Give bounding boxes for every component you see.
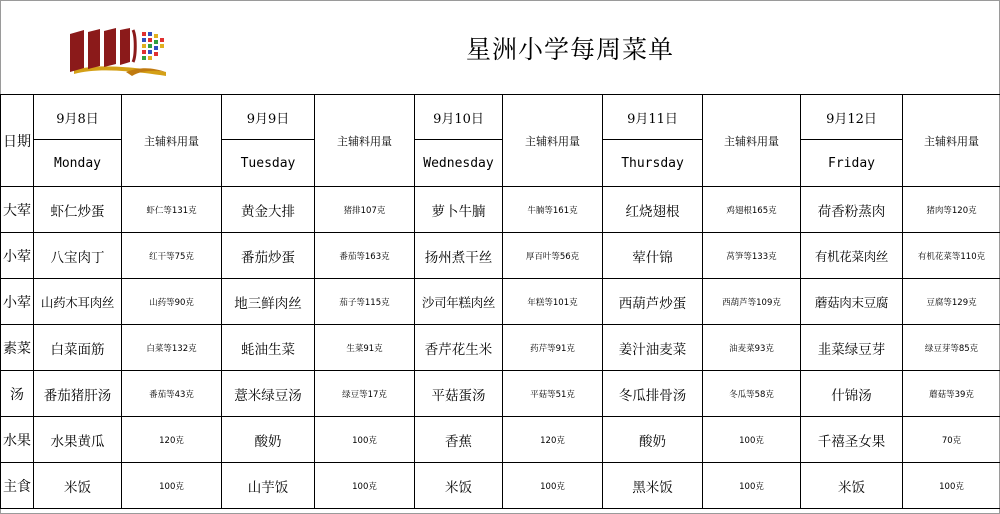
qty-header: 主辅料用量 bbox=[315, 95, 415, 187]
menu-row bbox=[1, 187, 1000, 233]
menu-row bbox=[1, 279, 1000, 325]
dish-name: 薏米绿豆汤 bbox=[222, 371, 315, 417]
day-weekday: Monday bbox=[34, 140, 122, 187]
day-weekday: Friday bbox=[801, 140, 903, 187]
category-label: 小荤 bbox=[1, 279, 34, 325]
category-label: 主食 bbox=[1, 463, 34, 509]
ingredient-quantity: 油麦菜93克 bbox=[703, 325, 801, 371]
dish-name: 蚝油生菜 bbox=[222, 325, 315, 371]
dish-name: 山药木耳肉丝 bbox=[34, 279, 122, 325]
dish-name: 米饭 bbox=[415, 463, 503, 509]
day-date: 9月12日 bbox=[801, 95, 903, 140]
header bbox=[0, 0, 1000, 94]
ingredient-quantity: 牛腩等161克 bbox=[503, 187, 603, 233]
ingredient-quantity: 厚百叶等56克 bbox=[503, 233, 603, 279]
dish-name: 什锦汤 bbox=[801, 371, 903, 417]
menu-row bbox=[1, 417, 1000, 463]
dish-name: 白菜面筋 bbox=[34, 325, 122, 371]
ingredient-quantity: 绿豆芽等85克 bbox=[903, 325, 1000, 371]
ingredient-quantity: 100克 bbox=[503, 463, 603, 509]
day-weekday: Tuesday bbox=[222, 140, 315, 187]
dish-name: 米饭 bbox=[34, 463, 122, 509]
ingredient-quantity: 年糕等101克 bbox=[503, 279, 603, 325]
ingredient-quantity: 药芹等91克 bbox=[503, 325, 603, 371]
ingredient-quantity: 茄子等115克 bbox=[315, 279, 415, 325]
dish-name: 山芋饭 bbox=[222, 463, 315, 509]
ingredient-quantity: 山药等90克 bbox=[122, 279, 222, 325]
ingredient-quantity: 豆腐等129克 bbox=[903, 279, 1000, 325]
dish-name: 沙司年糕肉丝 bbox=[415, 279, 503, 325]
menu-row bbox=[1, 463, 1000, 509]
ingredient-quantity: 虾仁等131克 bbox=[122, 187, 222, 233]
ingredient-quantity: 70克 bbox=[903, 417, 1000, 463]
menu-row bbox=[1, 371, 1000, 417]
qty-header: 主辅料用量 bbox=[903, 95, 1000, 187]
ingredient-quantity: 120克 bbox=[503, 417, 603, 463]
weekly-menu-table bbox=[0, 94, 1000, 509]
ingredient-quantity: 西葫芦等109克 bbox=[703, 279, 801, 325]
ingredient-quantity: 番茄等163克 bbox=[315, 233, 415, 279]
dish-name: 蘑菇肉末豆腐 bbox=[801, 279, 903, 325]
ingredient-quantity: 生菜91克 bbox=[315, 325, 415, 371]
school-logo bbox=[66, 26, 176, 78]
day-date: 9月11日 bbox=[603, 95, 703, 140]
day-weekday: Wednesday bbox=[415, 140, 503, 187]
dish-name: 黄金大排 bbox=[222, 187, 315, 233]
dish-name: 有机花菜肉丝 bbox=[801, 233, 903, 279]
ingredient-quantity: 100克 bbox=[122, 463, 222, 509]
dish-name: 虾仁炒蛋 bbox=[34, 187, 122, 233]
day-date: 9月9日 bbox=[222, 95, 315, 140]
row-label-header: 日期 bbox=[1, 95, 34, 187]
dish-name: 冬瓜排骨汤 bbox=[603, 371, 703, 417]
category-label: 水果 bbox=[1, 417, 34, 463]
menu-row bbox=[1, 325, 1000, 371]
qty-header: 主辅料用量 bbox=[503, 95, 603, 187]
header-date-row bbox=[1, 95, 1000, 140]
dish-name: 西葫芦炒蛋 bbox=[603, 279, 703, 325]
dish-name: 八宝肉丁 bbox=[34, 233, 122, 279]
day-weekday: Thursday bbox=[603, 140, 703, 187]
dish-name: 平菇蛋汤 bbox=[415, 371, 503, 417]
category-label: 小荤 bbox=[1, 233, 34, 279]
dish-name: 水果黄瓜 bbox=[34, 417, 122, 463]
dish-name: 地三鲜肉丝 bbox=[222, 279, 315, 325]
ingredient-quantity: 猪肉等120克 bbox=[903, 187, 1000, 233]
ingredient-quantity: 100克 bbox=[703, 463, 801, 509]
category-label: 汤 bbox=[1, 371, 34, 417]
ingredient-quantity: 鸡翅根165克 bbox=[703, 187, 801, 233]
dish-name: 千禧圣女果 bbox=[801, 417, 903, 463]
menu-title: 星洲小学每周菜单 bbox=[465, 35, 674, 64]
ingredient-quantity: 100克 bbox=[703, 417, 801, 463]
day-date: 9月10日 bbox=[415, 95, 503, 140]
day-date: 9月8日 bbox=[34, 95, 122, 140]
dish-name: 番茄猪肝汤 bbox=[34, 371, 122, 417]
ingredient-quantity: 100克 bbox=[903, 463, 1000, 509]
dish-name: 红烧翅根 bbox=[603, 187, 703, 233]
ingredient-quantity: 红干等75克 bbox=[122, 233, 222, 279]
dish-name: 扬州煮干丝 bbox=[415, 233, 503, 279]
dish-name: 酸奶 bbox=[222, 417, 315, 463]
ingredient-quantity: 冬瓜等58克 bbox=[703, 371, 801, 417]
ingredient-quantity: 番茄等43克 bbox=[122, 371, 222, 417]
ingredient-quantity: 蘑菇等39克 bbox=[903, 371, 1000, 417]
dish-name: 荷香粉蒸肉 bbox=[801, 187, 903, 233]
ingredient-quantity: 100克 bbox=[315, 463, 415, 509]
category-label: 大荤 bbox=[1, 187, 34, 233]
dish-name: 黑米饭 bbox=[603, 463, 703, 509]
ingredient-quantity: 白菜等132克 bbox=[122, 325, 222, 371]
ingredient-quantity: 莴笋等133克 bbox=[703, 233, 801, 279]
dish-name: 香芹花生米 bbox=[415, 325, 503, 371]
qty-header: 主辅料用量 bbox=[122, 95, 222, 187]
dish-name: 萝卜牛腩 bbox=[415, 187, 503, 233]
dish-name: 姜汁油麦菜 bbox=[603, 325, 703, 371]
ingredient-quantity: 120克 bbox=[122, 417, 222, 463]
menu-row bbox=[1, 233, 1000, 279]
qty-header: 主辅料用量 bbox=[703, 95, 801, 187]
dish-name: 酸奶 bbox=[603, 417, 703, 463]
dish-name: 韭菜绿豆芽 bbox=[801, 325, 903, 371]
category-label: 素菜 bbox=[1, 325, 34, 371]
ingredient-quantity: 平菇等51克 bbox=[503, 371, 603, 417]
ingredient-quantity: 有机花菜等110克 bbox=[903, 233, 1000, 279]
dish-name: 荤什锦 bbox=[603, 233, 703, 279]
dish-name: 香蕉 bbox=[415, 417, 503, 463]
ingredient-quantity: 猪排107克 bbox=[315, 187, 415, 233]
ingredient-quantity: 100克 bbox=[315, 417, 415, 463]
dish-name: 番茄炒蛋 bbox=[222, 233, 315, 279]
ingredient-quantity: 绿豆等17克 bbox=[315, 371, 415, 417]
dish-name: 米饭 bbox=[801, 463, 903, 509]
